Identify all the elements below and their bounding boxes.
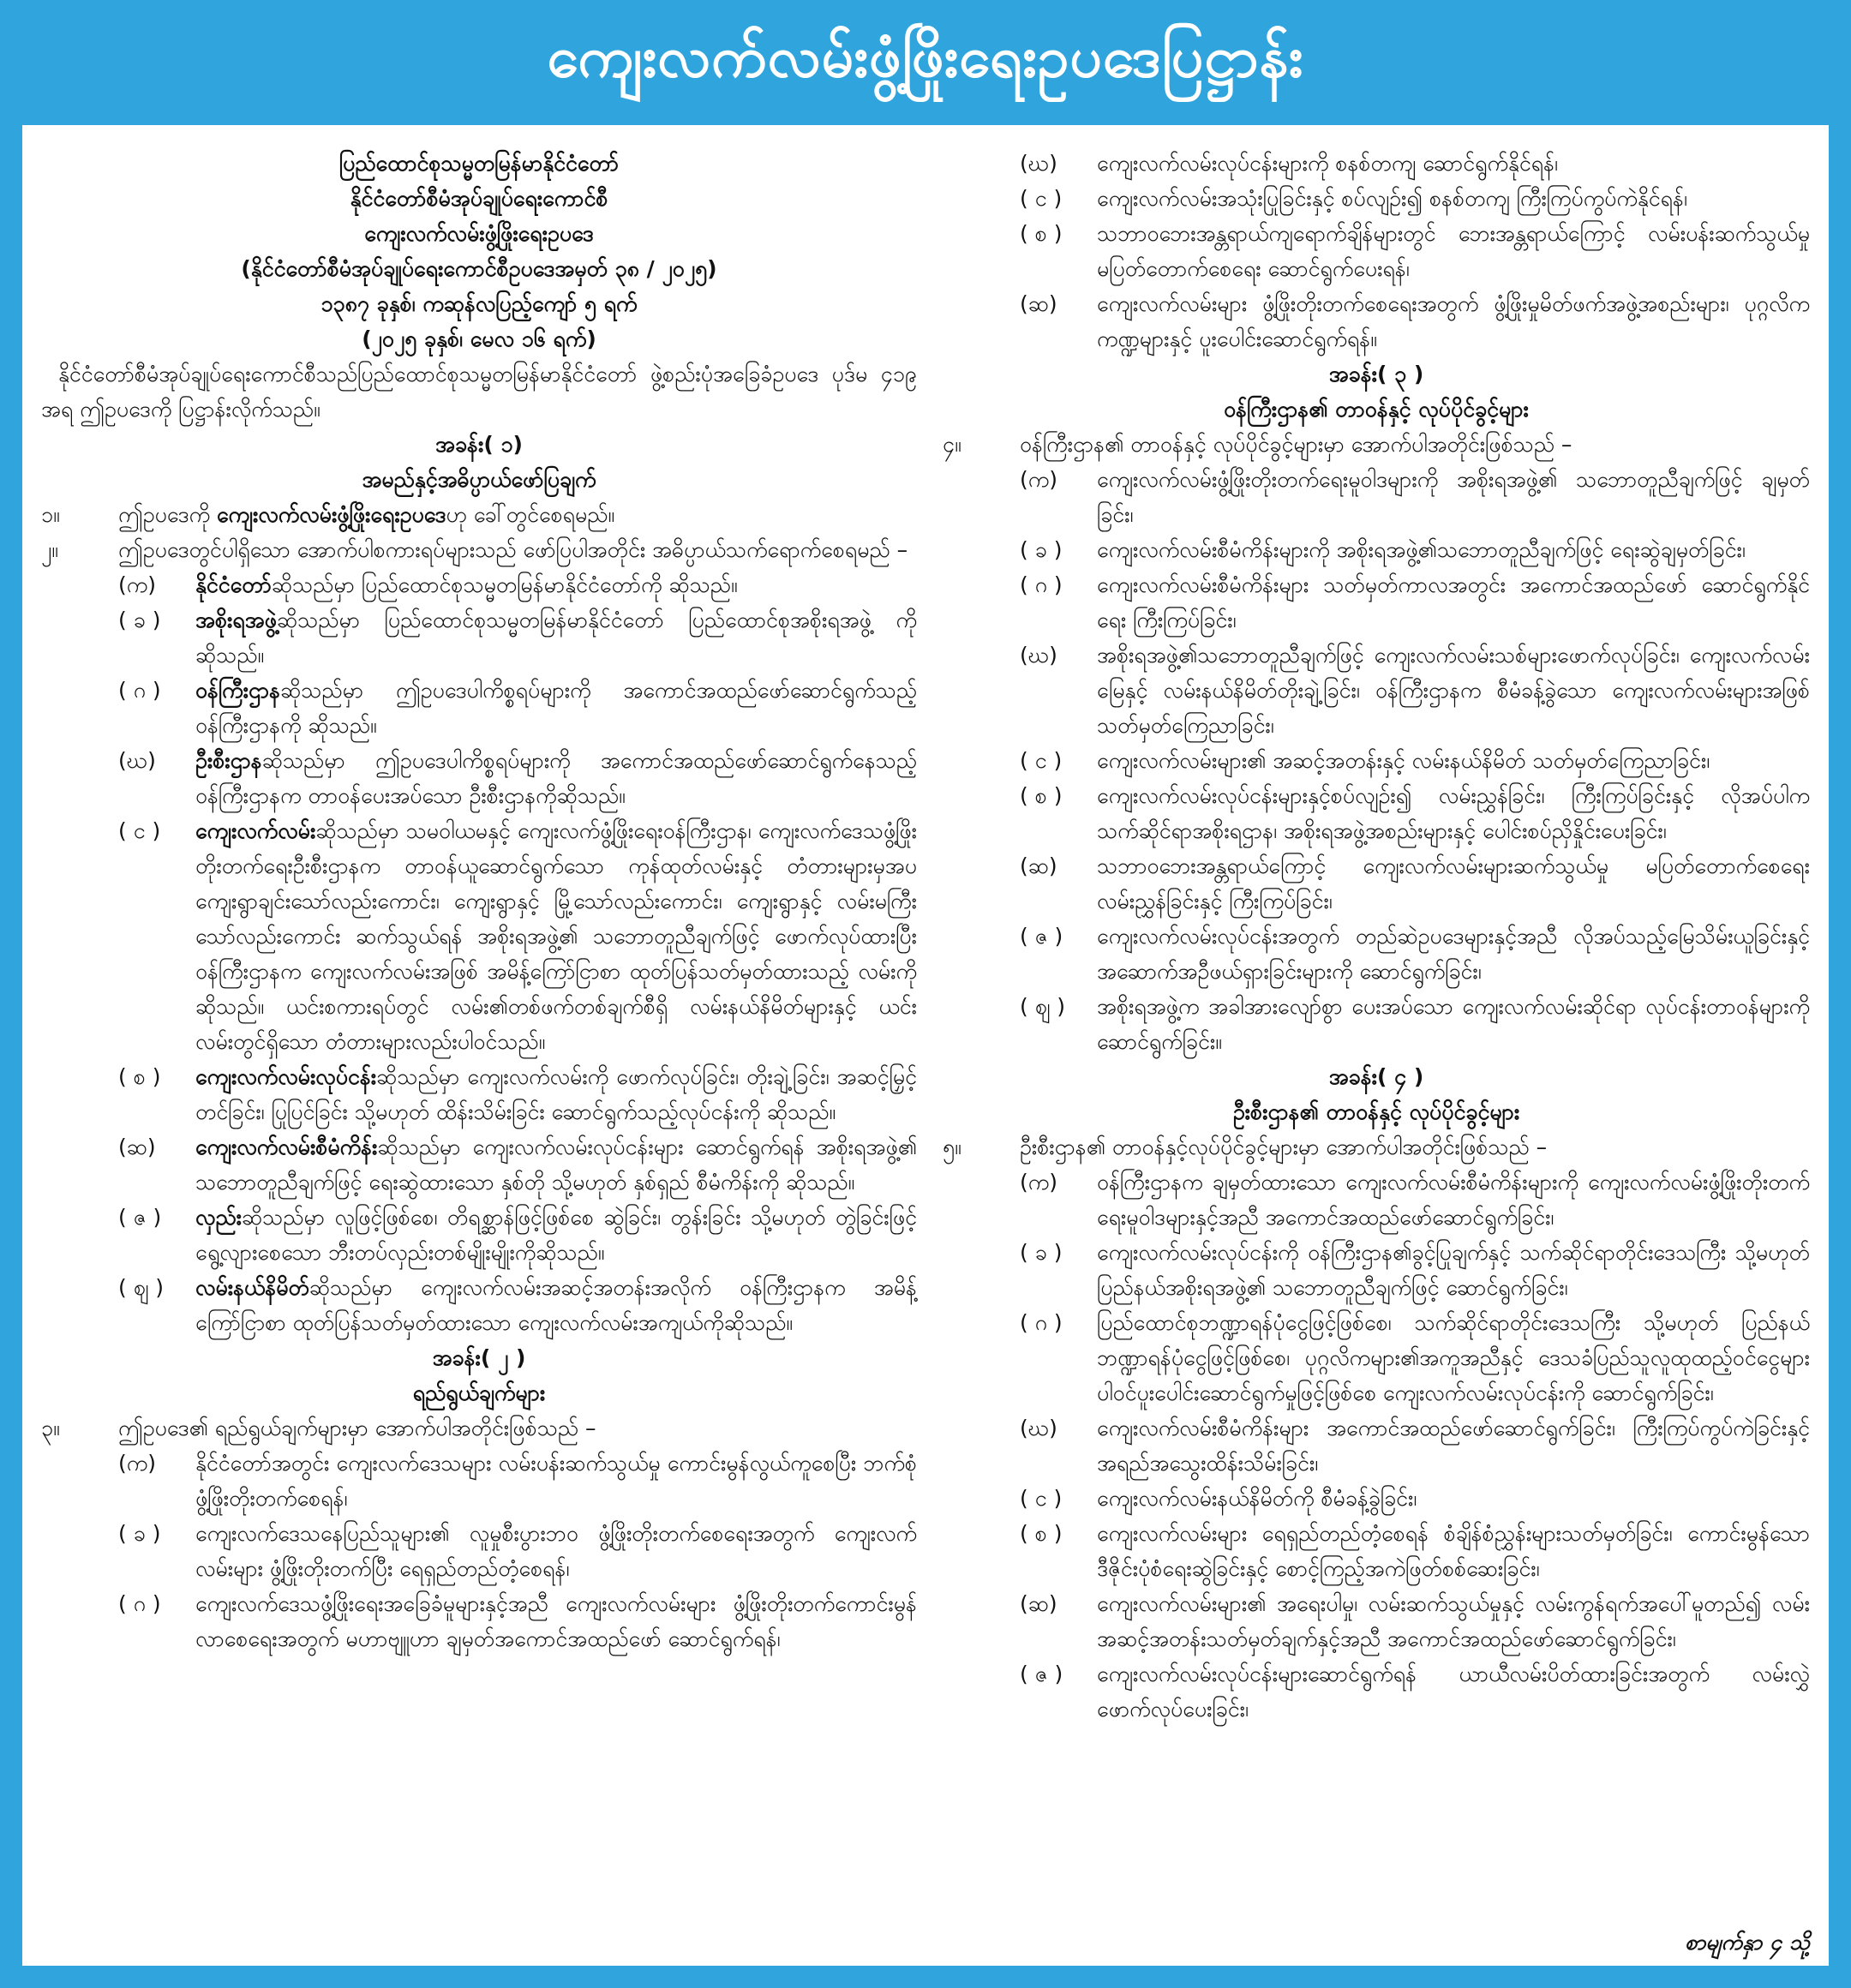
section-number: ၁။	[41, 502, 60, 527]
banner-title: ကျေးလက်လမ်းဖွံ့ဖြိုးရေးဥပဒေပြဋ္ဌာန်း	[547, 23, 1304, 90]
chapter-3-subtitle: ဝန်ကြီးဌာန၏ တာဝန်နှင့် လုပ်ပိုင်ခွင့်များ	[1224, 397, 1529, 422]
header-law-number: (နိုင်ငံတော်စီမံအုပ်ချုပ်ရေးကောင်စီဥပဒေအမှတ် ၃၈ / ၂၀၂၅)	[241, 256, 717, 281]
definition-item: (ဃ) ဦးစီးဌာနဆိုသည်မှာ ဤဥပဒေပါကိစ္စရပ်များကို အကောင်အထည်ဖော်ဆောင်ရွက်နေသည့် ဝန်ကြီးဌာနက တာဝန်ပေးအပ်သော ဦးစီးဌာနကိုဆိုသည်။	[118, 748, 917, 808]
section-2	[41, 532, 917, 567]
ministry-duty-item: ( ဇ ) ကျေးလက်လမ်းလုပ်ငန်းအတွက် တည်ဆဲဥပဒေများနှင့်အညီ လိုအပ်သည့်မြေသိမ်းယူခြင်းနှင့် အဆောက်အဦဖယ်ရှားခြင်းများကို ဆောင်ရွက်ခြင်း၊	[1020, 924, 1810, 984]
objective-item: (ဆ) ကျေးလက်လမ်းများ ဖွံ့ဖြိုးတိုးတက်စေရေးအတွက် ဖွံ့ဖြိုးမှုမိတ်ဖက်အဖွဲ့အစည်းများ၊ ပုဂ္ဂလိကကဏ္ဍများနှင့် ပူးပေါင်းဆောင်ရွက်ရန်။	[1020, 291, 1810, 351]
department-duty-item: ( င ) ကျေးလက်လမ်းနယ်နိမိတ်ကို စီမံခန့်ခွဲခြင်း၊	[1020, 1486, 1417, 1511]
intro-paragraph: နိုင်ငံတော်စီမံအုပ်ချုပ်ရေးကောင်စီသည်ပြည်ထောင်စုသမ္မတမြန်မာနိုင်ငံတော် ဖွဲ့စည်းပုံအခြေခံဥပဒေ ပုဒ်မ ၄၁၉ အရ ဤဥပဒေကို ပြဋ္ဌာန်းလိုက်သည်။	[41, 362, 917, 422]
chapter-1-title: အခန်း( ၁)	[435, 432, 523, 457]
ministry-duty-item: ( ဂ ) ကျေးလက်လမ်းစီမံကိန်းများ သတ်မှတ်ကာလအတွင်း အကောင်အထည်ဖော် ဆောင်ရွက်နိုင်ရေး ကြီးကြပ်ခြင်း၊	[1020, 572, 1810, 632]
definition-item: (က) နိုင်ငံတော်ဆိုသည်မှာ ပြည်ထောင်စုသမ္မတမြန်မာနိုင်ငံတော်ကို ဆိုသည်။	[118, 572, 738, 597]
definition-item: ( စ ) ကျေးလက်လမ်းလုပ်ငန်းဆိုသည်မှာ ကျေးလက်လမ်းကို ဖောက်လုပ်ခြင်း၊ တိုးချဲ့ခြင်း၊ အဆင့်မြှင့်တင်ခြင်း၊ ပြုပြင်ခြင်း သို့မဟုတ် ထိန်းသိမ်းခြင်း ဆောင်ရွက်သည့်လုပ်ငန်းကို ဆိုသည်။	[118, 1064, 917, 1124]
chapter-2-title: အခန်း( ၂ )	[432, 1345, 526, 1370]
ministry-duty-item: ( ဈ ) အစိုးရအဖွဲ့က အခါအားလျော်စွာ ပေးအပ်သော ကျေးလက်လမ်းဆိုင်ရာ လုပ်ငန်းတာဝန်များကို ဆောင်ရွက်ခြင်း။	[1020, 994, 1810, 1054]
ministry-duty-item: (က) ကျေးလက်လမ်းဖွံ့ဖြိုးတိုးတက်ရေးမူဝါဒများကို အစိုးရအဖွဲ့၏ သဘောတူညီချက်ဖြင့် ချမှတ်ခြင်း၊	[1020, 467, 1810, 527]
ministry-duty-item: ( ခ ) ကျေးလက်လမ်းစီမံကိန်းများကို အစိုးရအဖွဲ့၏သဘောတူညီချက်ဖြင့် ရေးဆွဲချမှတ်ခြင်း၊	[1020, 537, 1746, 562]
department-duty-item: ( ဂ ) ပြည်ထောင်စုဘဏ္ဍာရန်ပုံငွေဖြင့်ဖြစ်စေ၊ သက်ဆိုင်ရာတိုင်းဒေသကြီး သို့မဟုတ် ပြည်နယ်ဘဏ္ဍာရန်ပုံငွေဖြင့်ဖြစ်စေ၊ ပုဂ္ဂလိကများ၏အကူအညီနှင့် ဒေသခံပြည်သူလူထုထည့်ဝင်ငွေများပါဝင်ပူးပေါင်းဆောင်ရွက်မှုဖြင့်ဖြစ်စေ ကျေးလက်လမ်းလုပ်ငန်းကို ဆောင်ရွက်ခြင်း၊	[1020, 1310, 1810, 1405]
continued-on-page: စာမျက်နှာ ၄ သို့	[1685, 1930, 1810, 1955]
header-date-myanmar: ၁၃၈၇ ခုနှစ်၊ ကဆုန်လပြည့်ကျော် ၅ ရက်	[320, 291, 638, 316]
ministry-duty-item: (ဆ) သဘာဝဘေးအန္တရာယ်ကြောင့် ကျေးလက်လမ်းများဆက်သွယ်မှု မပြတ်တောက်စေရေး လမ်းညွှန်ခြင်းနှင့် ကြီးကြပ်ခြင်း၊	[1020, 853, 1810, 913]
ministry-duty-item: ( စ ) ကျေးလက်လမ်းလုပ်ငန်းများနှင့်စပ်လျဉ်း၍ လမ်းညွှန်ခြင်း၊ ကြီးကြပ်ခြင်းနှင့် လိုအပ်ပါက သက်ဆိုင်ရာအစိုးရဌာန၊ အစိုးရအဖွဲ့အစည်းများနှင့် ပေါင်းစပ်ညှိနှိုင်းပေးခြင်း၊	[1020, 783, 1810, 843]
section-3	[41, 1410, 917, 1446]
chapter-1-subtitle: အမည်နှင့်အဓိပ္ပာယ်ဖော်ပြချက်	[362, 467, 596, 492]
header-date-gregorian: (၂၀၂၅ ခုနှစ်၊ မေလ ၁၆ ရက်)	[362, 326, 596, 351]
section-text: ဤဥပဒေကို ကျေးလက်လမ်းဖွံ့ဖြိုးရေးဥပဒေဟု ခေါ်တွင်စေရမည်။	[118, 502, 615, 527]
header-council: နိုင်ငံတော်စီမံအုပ်ချုပ်ရေးကောင်စီ	[350, 186, 608, 211]
section-4	[943, 427, 1810, 462]
section-number: ၅။	[943, 1135, 961, 1159]
left-column	[41, 146, 917, 1656]
department-duty-item: (ဃ) ကျေးလက်လမ်းစီမံကိန်းများ အကောင်အထည်ဖော်ဆောင်ရွက်ခြင်း၊ ကြီးကြပ်ကွပ်ကဲခြင်းနှင့် အရည်အသွေးထိန်းသိမ်းခြင်း၊	[1020, 1416, 1810, 1476]
section-number: ၄။	[943, 432, 961, 457]
section-1	[41, 497, 917, 532]
definition-item: ( ဇ ) လှည်းဆိုသည်မှာ လူဖြင့်ဖြစ်စေ၊ တိရစ္ဆာန်ဖြင့်ဖြစ်စေ ဆွဲခြင်း၊ တွန်းခြင်း သို့မဟုတ် တွဲခြင်းဖြင့် ရွေ့လျားစေသော ဘီးတပ်လှည်းတစ်မျိုးမျိုးကိုဆိုသည်။	[118, 1205, 917, 1265]
section-number: ၃။	[41, 1416, 60, 1440]
objective-item: (ဃ) ကျေးလက်လမ်းလုပ်ငန်းများကို စနစ်တကျ ဆောင်ရွက်နိုင်ရန်၊	[1020, 151, 1558, 176]
right-column	[943, 146, 1810, 1727]
section-text: ဝန်ကြီးဌာန၏ တာဝန်နှင့် လုပ်ပိုင်ခွင့်များမှာ အောက်ပါအတိုင်းဖြစ်သည် –	[1020, 432, 1572, 457]
chapter-4-subtitle: ဦးစီးဌာန၏ တာဝန်နှင့် လုပ်ပိုင်ခွင့်များ	[1232, 1099, 1520, 1124]
ministry-duty-item: ( င ) ကျေးလက်လမ်းများ၏ အဆင့်အတန်းနှင့် လမ်းနယ်နိမိတ် သတ်မှတ်ကြေညာခြင်း၊	[1020, 748, 1710, 773]
objective-item: ( ခ ) ကျေးလက်ဒေသနေပြည်သူများ၏ လူမှုစီးပွားဘဝ ဖွံ့ဖြိုးတိုးတက်စေရေးအတွက် ကျေးလက်လမ်းများ ဖွံ့ဖြိုးတိုးတက်ပြီး ရေရှည်တည်တံ့စေရန်၊	[118, 1521, 917, 1581]
objective-item: (က) နိုင်ငံတော်အတွင်း ကျေးလက်ဒေသများ လမ်းပန်းဆက်သွယ်မှု ကောင်းမွန်လွယ်ကူစေပြီး ဘက်စုံဖွံ့ဖြိုးတိုးတက်စေရန်၊	[118, 1451, 917, 1511]
department-duty-item: (ဆ) ကျေးလက်လမ်းများ၏ အရေးပါမှု၊ လမ်းဆက်သွယ်မှုနှင့် လမ်းကွန်ရက်အပေါ်မူတည်၍ လမ်းအဆင့်အတန်းသတ်မှတ်ချက်နှင့်အညီ အကောင်အထည်ဖော်ဆောင်ရွက်ခြင်း၊	[1020, 1591, 1810, 1651]
ministry-duty-item: (ဃ) အစိုးရအဖွဲ့၏သဘောတူညီချက်ဖြင့် ကျေးလက်လမ်းသစ်များဖောက်လုပ်ခြင်း၊ ကျေးလက်လမ်းမြေနှင့် လမ်းနယ်နိမိတ်တိုးချဲ့ခြင်း၊ ဝန်ကြီးဌာနက စီမံခန့်ခွဲသော ကျေးလက်လမ်းများအဖြစ် သတ်မှတ်ကြေညာခြင်း၊	[1020, 643, 1810, 738]
definition-item: ( ခ ) အစိုးရအဖွဲ့ဆိုသည်မှာ ပြည်ထောင်စုသမ္မတမြန်မာနိုင်ငံတော် ပြည်ထောင်စုအစိုးရအဖွဲ့ ကို ဆိုသည်။	[118, 608, 917, 668]
chapter-2-subtitle: ရည်ရွယ်ချက်များ	[412, 1380, 546, 1405]
department-duty-item: ( စ ) ကျေးလက်လမ်းများ ရေရှည်တည်တံ့စေရန် စံချိန်စံညွှန်းများသတ်မှတ်ခြင်း၊ ကောင်းမွန်သော ဒီဇိုင်းပုံစံရေးဆွဲခြင်းနှင့် စောင့်ကြည့်အကဲဖြတ်စစ်ဆေးခြင်း၊	[1020, 1521, 1810, 1581]
objective-item: ( စ ) သဘာဝဘေးအန္တရာယ်ကျရောက်ချိန်များတွင် ဘေးအန္တရာယ်ကြောင့် လမ်းပန်းဆက်သွယ်မှု မပြတ်တောက်စေရေး ဆောင်ရွက်ပေးရန်၊	[1020, 221, 1810, 281]
chapter-3-title: အခန်း( ၃ )	[1328, 362, 1424, 386]
section-text: ဤဥပဒေ၏ ရည်ရွယ်ချက်များမှာ အောက်ပါအတိုင်းဖြစ်သည် –	[118, 1416, 596, 1440]
department-duty-item: ( ဇ ) ကျေးလက်လမ်းလုပ်ငန်းများဆောင်ရွက်ရန် ယာယီလမ်းပိတ်ထားခြင်းအတွက် လမ်းလွှဲဖောက်လုပ်ပေးခြင်း၊	[1020, 1662, 1810, 1722]
section-text: ဤဥပဒေတွင်ပါရှိသော အောက်ပါစကားရပ်များသည် ဖော်ပြပါအတိုင်း အဓိပ္ပာယ်သက်ရောက်စေရမည် –	[118, 537, 908, 562]
department-duty-item: ( ခ ) ကျေးလက်လမ်းလုပ်ငန်းကို ဝန်ကြီးဌာန၏ခွင့်ပြုချက်နှင့် သက်ဆိုင်ရာတိုင်းဒေသကြီး သို့မဟုတ် ပြည်နယ်အစိုးရအဖွဲ့၏ သဘောတူညီချက်ဖြင့် ဆောင်ရွက်ခြင်း၊	[1020, 1240, 1810, 1300]
title-banner	[0, 0, 1851, 125]
header-law-name: ကျေးလက်လမ်းဖွံ့ဖြိုးရေးဥပဒေ	[364, 221, 594, 246]
section-number: ၂။	[41, 537, 58, 562]
objective-item: ( င ) ကျေးလက်လမ်းအသုံးပြုခြင်းနှင့် စပ်လျဉ်း၍ စနစ်တကျ ကြီးကြပ်ကွပ်ကဲနိုင်ရန်၊	[1020, 186, 1687, 211]
definition-item: ( ဂ ) ဝန်ကြီးဌာနဆိုသည်မှာ ဤဥပဒေပါကိစ္စရပ်များကို အကောင်အထည်ဖော်ဆောင်ရွက်သည့် ဝန်ကြီးဌာနကို ဆိုသည်။	[118, 678, 917, 738]
header-country: ပြည်ထောင်စုသမ္မတမြန်မာနိုင်ငံတော်	[338, 151, 620, 176]
section-5	[943, 1129, 1810, 1165]
department-duty-item: (က) ဝန်ကြီးဌာနက ချမှတ်ထားသော ကျေးလက်လမ်းစီမံကိန်းများကို ကျေးလက်လမ်းဖွံ့ဖြိုးတိုးတက်ရေးမူဝါဒများနှင့်အညီ အကောင်အထည်ဖော်ဆောင်ရွက်ခြင်း၊	[1020, 1170, 1810, 1230]
definition-item: ( င ) ကျေးလက်လမ်းဆိုသည်မှာ သမဝါယမနှင့် ကျေးလက်ဖွံ့ဖြိုးရေးဝန်ကြီးဌာန၊ ကျေးလက်ဒေသဖွံ့ဖြိုးတိုးတက်ရေးဦးစီးဌာနက တာဝန်ယူဆောင်ရွက်သော ကုန်ထုတ်လမ်းနှင့် တံတားများမှအပ ကျေးရွာချင်းသော်လည်းကောင်း၊ ကျေးရွာနှင့် မြို့သော်လည်းကောင်း၊ ကျေးရွာနှင့် လမ်းမကြီးသော်လည်းကောင်း ဆက်သွယ်ရန် အစိုးရအဖွဲ့၏ သဘောတူညီချက်ဖြင့် ဖောက်လုပ်ထားပြီး ဝန်ကြီးဌာနက ကျေးလက်လမ်းအဖြစ် အမိန့်ကြော်ငြာစာ ထုတ်ပြန်သတ်မှတ်ထားသည့် လမ်းကိုဆိုသည်။ ယင်းစကားရပ်တွင် လမ်း၏တစ်ဖက်တစ်ချက်စီရှိ လမ်းနယ်နိမိတ်များနှင့် ယင်းလမ်းတွင်ရှိသော တံတားများလည်းပါဝင်သည်။	[118, 818, 917, 1054]
definition-item: (ဆ) ကျေးလက်လမ်းစီမံကိန်းဆိုသည်မှာ ကျေးလက်လမ်းလုပ်ငန်းများ ဆောင်ရွက်ရန် အစိုးရအဖွဲ့၏ သဘောတူညီချက်ဖြင့် ရေးဆွဲထားသော နှစ်တို သို့မဟုတ် နှစ်ရှည် စီမံကိန်းကို ဆိုသည်။	[118, 1135, 917, 1195]
chapter-4-title: အခန်း( ၄ )	[1328, 1064, 1424, 1089]
definition-item: ( ဈ ) လမ်းနယ်နိမိတ်ဆိုသည်မှာ ကျေးလက်လမ်းအဆင့်အတန်းအလိုက် ဝန်ကြီးဌာနက အမိန့်ကြော်ငြာစာ ထုတ်ပြန်သတ်မှတ်ထားသော ကျေးလက်လမ်းအကျယ်ကိုဆိုသည်။	[118, 1275, 917, 1335]
objective-item: ( ဂ ) ကျေးလက်ဒေသဖွံ့ဖြိုးရေးအခြေခံမူများနှင့်အညီ ကျေးလက်လမ်းများ ဖွံ့ဖြိုးတိုးတက်ကောင်းမွန်လာစေရေးအတွက် မဟာဗျူဟာ ချမှတ်အကောင်အထည်ဖော် ဆောင်ရွက်ရန်၊	[118, 1591, 917, 1651]
section-text: ဦးစီးဌာန၏ တာဝန်နှင့်လုပ်ပိုင်ခွင့်များမှာ အောက်ပါအတိုင်းဖြစ်သည် –	[1020, 1135, 1548, 1159]
